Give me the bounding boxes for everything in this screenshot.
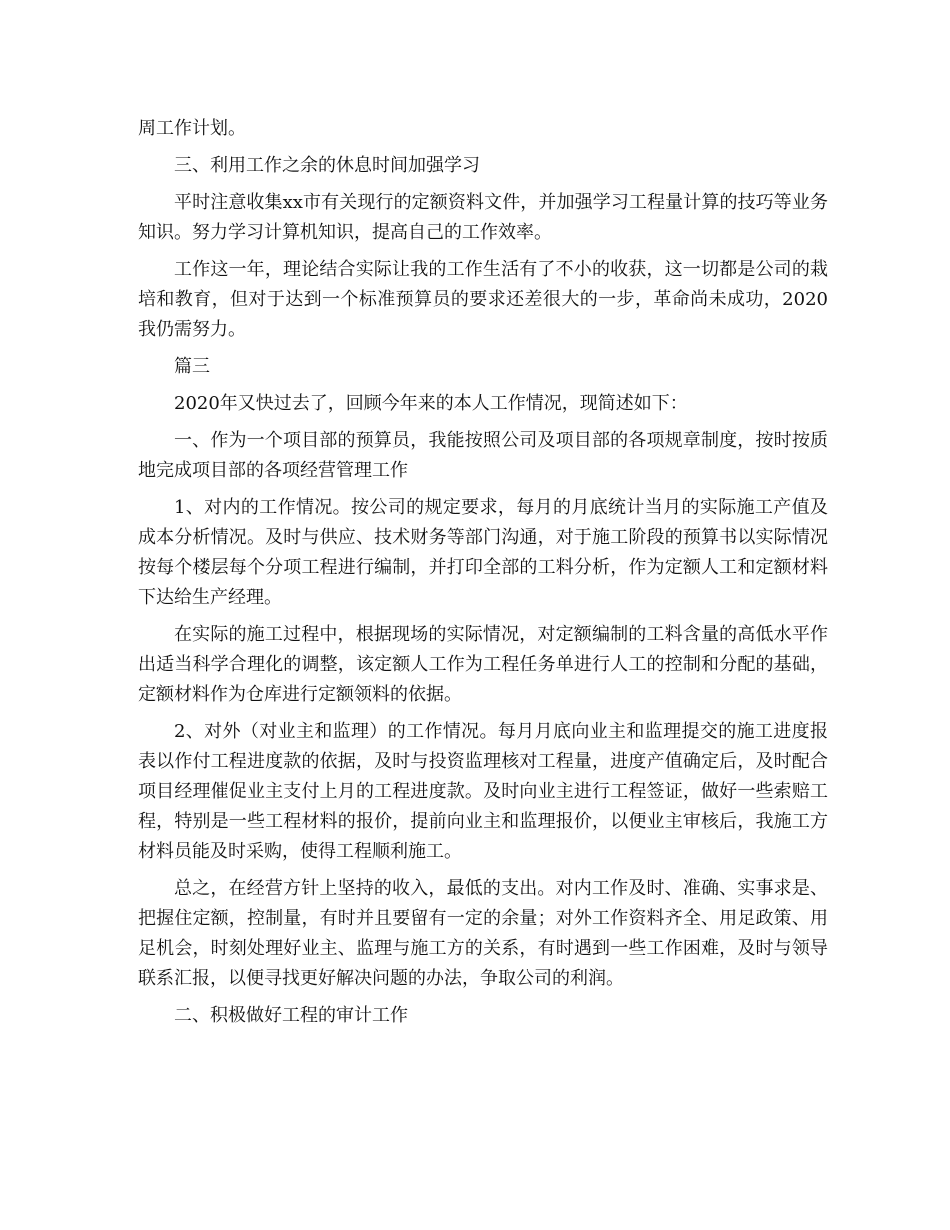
- paragraph-10: 2、对外（对业主和监理）的工作情况。每月月底向业主和监理提交的施工进度报表以作付工程进度款的依据，及时与投资监理核对工程量，进度产值确定后，及时配合项目经理催促业主支付上月的工程进度款。及时向业主进行工程签证，做好一些索赔工程，特别是一些工程材料的报价，提前向业主和监理报价，以便业主审核后，我施工方材料员能及时采购，使得工程顺利施工。: [138, 721, 828, 862]
- paragraph-4: 工作这一年，理论结合实际让我的工作生活有了不小的收获，这一切都是公司的栽培和教育，但对于达到一个标准预算员的要求还差很大的一步，革命尚未成功，2020我仍需努力。: [138, 259, 828, 340]
- paragraph-11: 总之，在经营方针上坚持的收入，最低的支出。对内工作及时、准确、实事求是、把握住定额，控制量，有时并且要留有一定的余量；对外工作资料齐全、用足政策、用足机会，时刻处理好业主、监理与施工方的关系，有时遇到一些工作困难，及时与领导联系汇报，以便寻找更好解决问题的办法，争取公司的利润。: [138, 878, 828, 989]
- paragraph-6: 2020年又快过去了，回顾今年来的本人工作情况，现简述如下：: [174, 393, 688, 414]
- paragraph-9: 在实际的施工过程中，根据现场的实际情况，对定额编制的工料含量的高低水平作出适当科学合理化的调整，该定额人工作为工程任务单进行人工的控制和分配的基础，定额材料作为仓库进行定额领料的依据。: [138, 624, 828, 705]
- heading-item-2: 二、积极做好工程的审计工作: [174, 1005, 408, 1026]
- document-body: [138, 114, 828, 1038]
- paragraph-8: 1、对内的工作情况。按公司的规定要求，每月的月底统计当月的实际施工产值及成本分析情况。及时与供应、技术财务等部门沟通，对于施工阶段的预算书以实际情况按每个楼层每个分项工程进行编制，并打印全部的工料分析，作为定额人工和定额材料下达给生产经理。: [138, 497, 828, 608]
- heading-item-1: 一、作为一个项目部的预算员，我能按照公司及项目部的各项规章制度，按时按质地完成项目部的各项经营管理工作: [138, 430, 828, 481]
- paragraph-3: 平时注意收集xx市有关现行的定额资料文件，并加强学习工程量计算的技巧等业务知识。努力学习计算机知识，提高自己的工作效率。: [138, 192, 828, 243]
- heading-section-3: 三、利用工作之余的休息时间加强学习: [174, 155, 480, 176]
- heading-part-3: 篇三: [174, 356, 210, 377]
- paragraph-1: 周工作计划。: [138, 118, 246, 139]
